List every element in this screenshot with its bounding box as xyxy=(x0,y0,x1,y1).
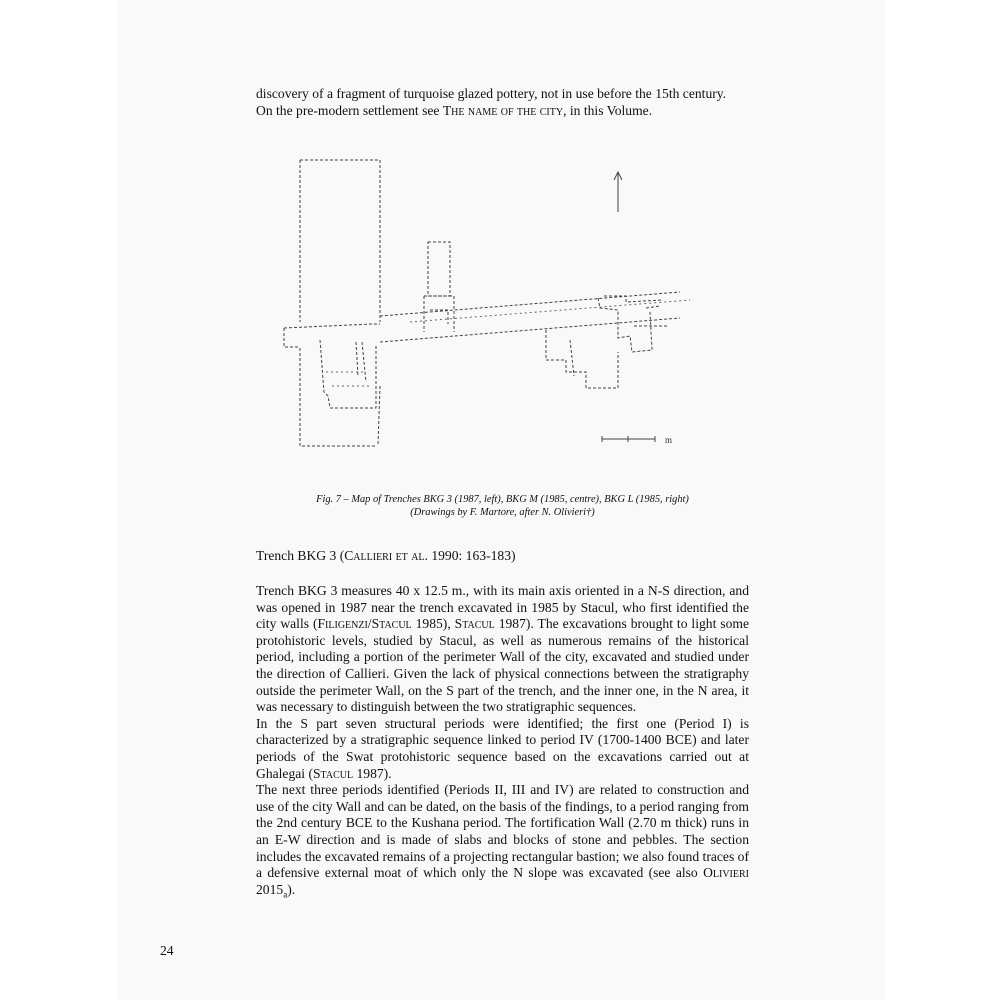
scale-label: m xyxy=(665,435,673,445)
paragraph-3: The next three periods identified (Periods II, III and IV) are related to construction and use of the city Wall and can be dated, on the basis of the findings, to a period ranging from the 2nd century BCE to the Kushana period. The fortification Wall (2.70 m thick) runs in an E-W direction and is made of slabs and blocks of stone and pebbles. The section includes the excavated remains of a projecting rectangular bastion; we also found traces of a defensive external moat of which only the N slope was excavated (see also Olivieri $2015_a$). xyxy=(256,782,749,900)
intro-line-2: On the pre-modern settlement see The name of the city, in this Volume. xyxy=(256,102,653,118)
section-heading: Trench BKG 3 (Callieri et al. 1990: 163-183) xyxy=(256,548,516,563)
figure-caption xyxy=(256,493,749,519)
paragraph-1: Trench BKG 3 measures 40 x 12.5 m., with its main axis oriented in a N-S direction, and was opened in 1987 near the trench excavated in 1985 by Stacul, who first identified the city walls (Filigenzi/Stacul 1985), Stacul 1987). The excavations brought to light some protohistoric levels, studied by Stacul, as well as numerous remains of the historical period, including a portion of the perimeter Wall of the city, excavated and studied under the direction of Callieri. Given the lack of physical connections between the stratigraphy outside the perimeter Wall, on the S part of the trench, and the inner one, in the N area, it was necessary to distinguish between the two stratigraphic sequences. xyxy=(256,583,749,715)
paragraph-2: In the S part seven structural periods were identified; the first one (Period I) is characterized by a stratigraphic sequence linked to period IV (1700-1400 BCE) and later periods of the Swat protohistoric sequence based on the excavations carried out at Ghalegai (Stacul 1987). xyxy=(256,715,749,781)
caption-line-2: (Drawings by F. Martore, after N. Olivieri†) xyxy=(410,507,595,518)
intro-line-1: discovery of a fragment of turquoise glazed pottery, not in use before the 15th century. xyxy=(256,86,727,101)
trench-map-figure xyxy=(270,150,690,460)
caption-line-1: Fig. 7 – Map of Trenches BKG 3 (1987, left), BKG M (1985, centre), BKG L (1985, right) xyxy=(316,494,689,505)
body-text xyxy=(256,583,749,903)
intro-text xyxy=(256,86,749,119)
page-number: 24 xyxy=(160,943,174,958)
